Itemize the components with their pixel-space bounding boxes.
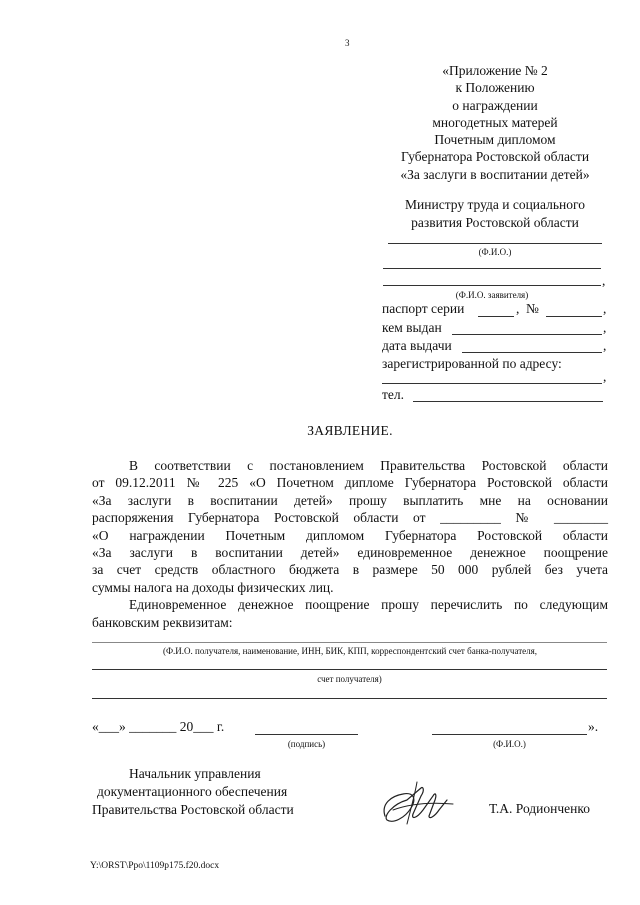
statement-line: за счет средств областного бюджета в размере 50 000 рублей без учета	[92, 562, 608, 578]
official-name: Т.А. Родионченко	[489, 801, 590, 816]
applicant-blank-line	[383, 268, 601, 269]
issue-date-label: дата выдачи	[382, 338, 452, 353]
comma: ,	[516, 301, 520, 316]
passport-number-label: №	[526, 301, 539, 316]
phone-blank-line	[413, 401, 603, 402]
applicant-caption: (Ф.И.О. заявителя)	[455, 290, 529, 300]
comma: ,	[603, 338, 607, 353]
page-number: 3	[345, 38, 350, 48]
appendix-line: о награждении	[452, 97, 538, 113]
statement-title: ЗАЯВЛЕНИЕ.	[307, 423, 393, 438]
requisites-blank-line	[92, 642, 607, 643]
statement-line: распоряжения Губернатора Ростовской области от _________ № ________	[92, 510, 608, 526]
passport-number-blank	[546, 316, 602, 317]
addressee-minister	[380, 196, 610, 232]
appendix-line: Почетным дипломом	[434, 132, 556, 148]
official-position	[92, 765, 294, 819]
comma: ,	[603, 369, 607, 384]
comma: ,	[603, 301, 607, 316]
statement-line: В соответствии с постановлением Правительства Ростовской области	[129, 458, 608, 473]
requisites-caption: (Ф.И.О. получателя, наименование, ИНН, БИК, КПП, корреспондентский счет банка-получателя,	[162, 646, 538, 656]
passport-series-blank	[478, 316, 514, 317]
fio-signature-caption: (Ф.И.О.)	[493, 739, 526, 749]
statement-line: от 09.12.2011 № 225 «О Почетном дипломе Губернатора Ростовской области	[92, 475, 608, 491]
appendix-line: Губернатора Ростовской области	[400, 149, 590, 165]
addressee-line: Министру труда и социального	[405, 197, 585, 212]
issued-by-label: кем выдан	[382, 320, 442, 335]
fio-quote-end: ».	[588, 719, 599, 734]
payment-paragraph-line: Единовременное денежное поощрение прошу перечислить по следующим	[129, 597, 608, 613]
requisites-blank-line-2	[92, 669, 607, 670]
comma: ,	[603, 320, 607, 335]
passport-series-label: паспорт серии	[382, 301, 465, 316]
issued-by-blank	[452, 334, 602, 335]
appendix-line: к Положению	[455, 80, 535, 96]
appendix-line: «Приложение № 2	[442, 63, 548, 78]
requisites-caption-2: счет получателя)	[317, 674, 382, 684]
requisites-blank-line-3	[92, 698, 607, 699]
handwritten-signature	[373, 774, 463, 834]
appendix-line: многодетных матерей	[432, 114, 558, 130]
date-field: «___» _______ 20___ г.	[92, 719, 225, 734]
statement-line: «О награждении Почетным дипломом Губернатора Ростовской области	[92, 527, 608, 543]
fio-caption: (Ф.И.О.)	[478, 247, 512, 257]
statement-line: «За заслуги в воспитании детей» единовременное денежное поощрение	[92, 545, 608, 561]
applicant-comma: ,	[602, 273, 606, 288]
registered-address-label: зарегистрированной по адресу:	[382, 356, 562, 371]
applicant-blank-line-2	[383, 285, 601, 286]
official-position-line: документационного обеспечения	[97, 784, 288, 799]
file-path: Y:\ORST\Ppo\1109p175.f20.docx	[90, 861, 220, 871]
issue-date-blank	[462, 352, 602, 353]
appendix-header	[380, 62, 610, 183]
address-blank-line	[382, 383, 602, 384]
statement-line: «За заслуги в воспитании детей» прошу выплатить мне на основании	[92, 492, 608, 508]
statement-last-line: суммы налога на доходы физических лиц.	[92, 579, 334, 595]
appendix-line: «За заслуги в воспитании детей»	[400, 166, 590, 182]
signature-blank	[255, 734, 358, 735]
fio-blank-line	[388, 243, 602, 244]
phone-label: тел.	[382, 387, 405, 402]
signature-caption: (подпись)	[287, 739, 326, 749]
addressee-line: развития Ростовской области	[411, 215, 579, 230]
payment-paragraph-line: банковским реквизитам:	[92, 614, 233, 630]
statement-body	[92, 457, 608, 631]
official-position-line: Правительства Ростовской области	[92, 802, 294, 817]
official-position-line: Начальник управления	[129, 766, 261, 781]
fio-signature-blank	[432, 734, 587, 735]
